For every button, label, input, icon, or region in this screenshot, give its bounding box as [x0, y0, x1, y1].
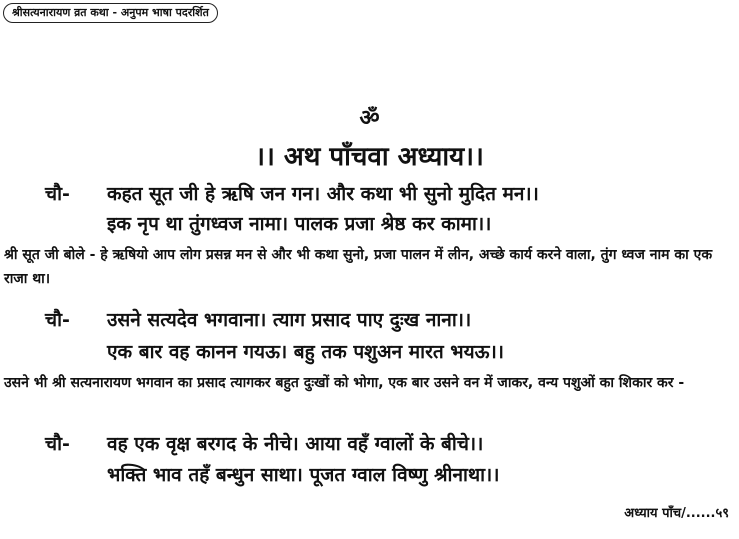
verse-text: भक्ति भाव तहँ बन्धुन साथा। पूजत ग्वाल विष्णु श्रीनाथा।। [107, 464, 500, 486]
verse-2-line-2 [107, 338, 504, 364]
verse-3-line-2 [107, 461, 499, 487]
verse-text: उसने सत्यदेव भगवाना। त्याग प्रसाद पाए दुःख नाना।। [107, 309, 472, 331]
prose-paragraph-1: श्री सूत जी बोले - हे ऋषियो आप लोग प्रसन्न मन से और भी कथा सुनो, प्रजा पालन में लीन, अच्छे कार्य करने वाला, तुंग ध्वज नाम का एक राजा था। [4, 247, 713, 287]
verse-text: एक बार वह कानन गयऊ। बहु तक पशुअन मारत भयऊ।। [107, 341, 504, 363]
verse-1-line-1 [45, 180, 539, 206]
page-footer: अध्याय पाँच/......५९ [624, 506, 729, 521]
verse-text: वह एक वृक्ष बरगद के नीचे। आया वहँ ग्वालों के बीचे।। [107, 433, 484, 455]
verse-2-line-1 [45, 306, 471, 332]
chapter-title: ।। अथ पाँचवा अध्याय।। [255, 142, 484, 172]
verse-text: कहत सूत जी हे ऋषि जन गन। और कथा भी सुनो मुदित मन।। [107, 183, 539, 205]
verse-1-line-2 [107, 210, 491, 236]
prose-paragraph-2: उसने भी श्री सत्यनारायण भगवान का प्रसाद त्यागकर बहुत दुःखों को भोगा, एक बार उसने वन में जाकर, वन्य पशुओं का शिकार कर - [4, 375, 685, 391]
chaupai-label: चौ- [45, 309, 70, 331]
verse-3-line-1 [45, 430, 483, 456]
chaupai-label: चौ- [45, 183, 70, 205]
om-symbol: ॐ [359, 106, 380, 131]
verse-text: इक नृप था तुंगध्वज नामा। पालक प्रजा श्रेष्ठ कर कामा।। [107, 213, 492, 235]
chaupai-label: चौ- [45, 433, 70, 455]
header-tag: श्रीसत्यनारायण व्रत कथा - अनुपम भाषा पदरर्शित [3, 3, 218, 23]
